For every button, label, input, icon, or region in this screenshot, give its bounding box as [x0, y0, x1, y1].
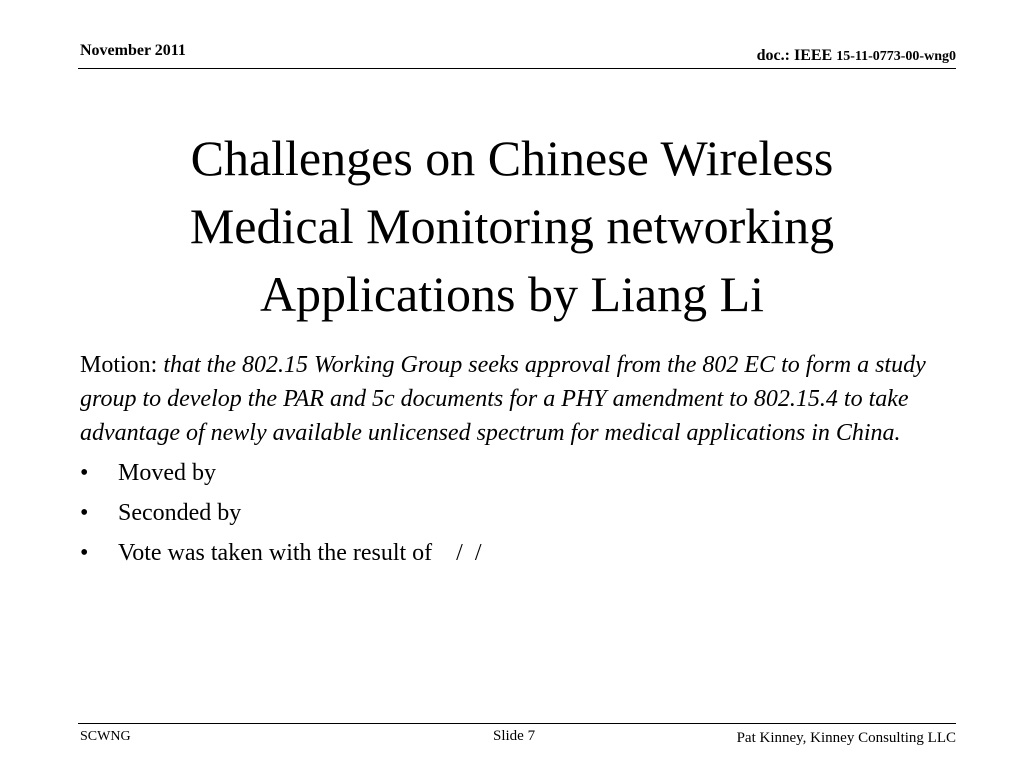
- header-date: November 2011: [80, 42, 186, 59]
- motion-text: that the 802.15 Working Group seeks approval from the 802 EC to form a study group to develop the PAR and 5c documents for a PHY amendment to 802.15.4 to take advantage of newly available unlicensed spectrum for medical applications in China.: [80, 352, 926, 446]
- bullet-icon: •: [80, 540, 89, 566]
- bullet-item-vote-result: [80, 536, 960, 570]
- slide-title-line-1: Challenges on Chinese Wireless: [190, 130, 834, 186]
- motion-label: Motion:: [80, 352, 164, 378]
- bullet-text: Moved by: [118, 460, 216, 486]
- bullet-item-moved-by: [80, 456, 960, 490]
- header-doc-number: 15-11-0773-00-wng0: [836, 49, 956, 64]
- header-divider: [78, 68, 956, 69]
- motion-paragraph: [80, 348, 960, 450]
- footer-group-name: SCWNG: [80, 729, 131, 744]
- header-doc-prefix: doc.: IEEE: [756, 47, 837, 64]
- bullet-text: Vote was taken with the result of / /: [118, 540, 482, 566]
- footer-divider: [78, 723, 956, 724]
- bullet-text: Seconded by: [118, 500, 242, 526]
- slide-body: [80, 348, 960, 576]
- bullet-icon: •: [80, 460, 89, 486]
- slide-title: [80, 124, 944, 328]
- header-doc-id: [757, 47, 956, 65]
- bullet-list: [80, 456, 960, 570]
- slide-title-line-3: Applications by Liang Li: [259, 266, 765, 322]
- slide-title-line-2: Medical Monitoring networking: [189, 198, 835, 254]
- bullet-item-seconded-by: [80, 496, 960, 530]
- footer-slide-number: Slide 7: [493, 728, 536, 744]
- footer-author: Pat Kinney, Kinney Consulting LLC: [736, 730, 956, 746]
- bullet-icon: •: [80, 500, 89, 526]
